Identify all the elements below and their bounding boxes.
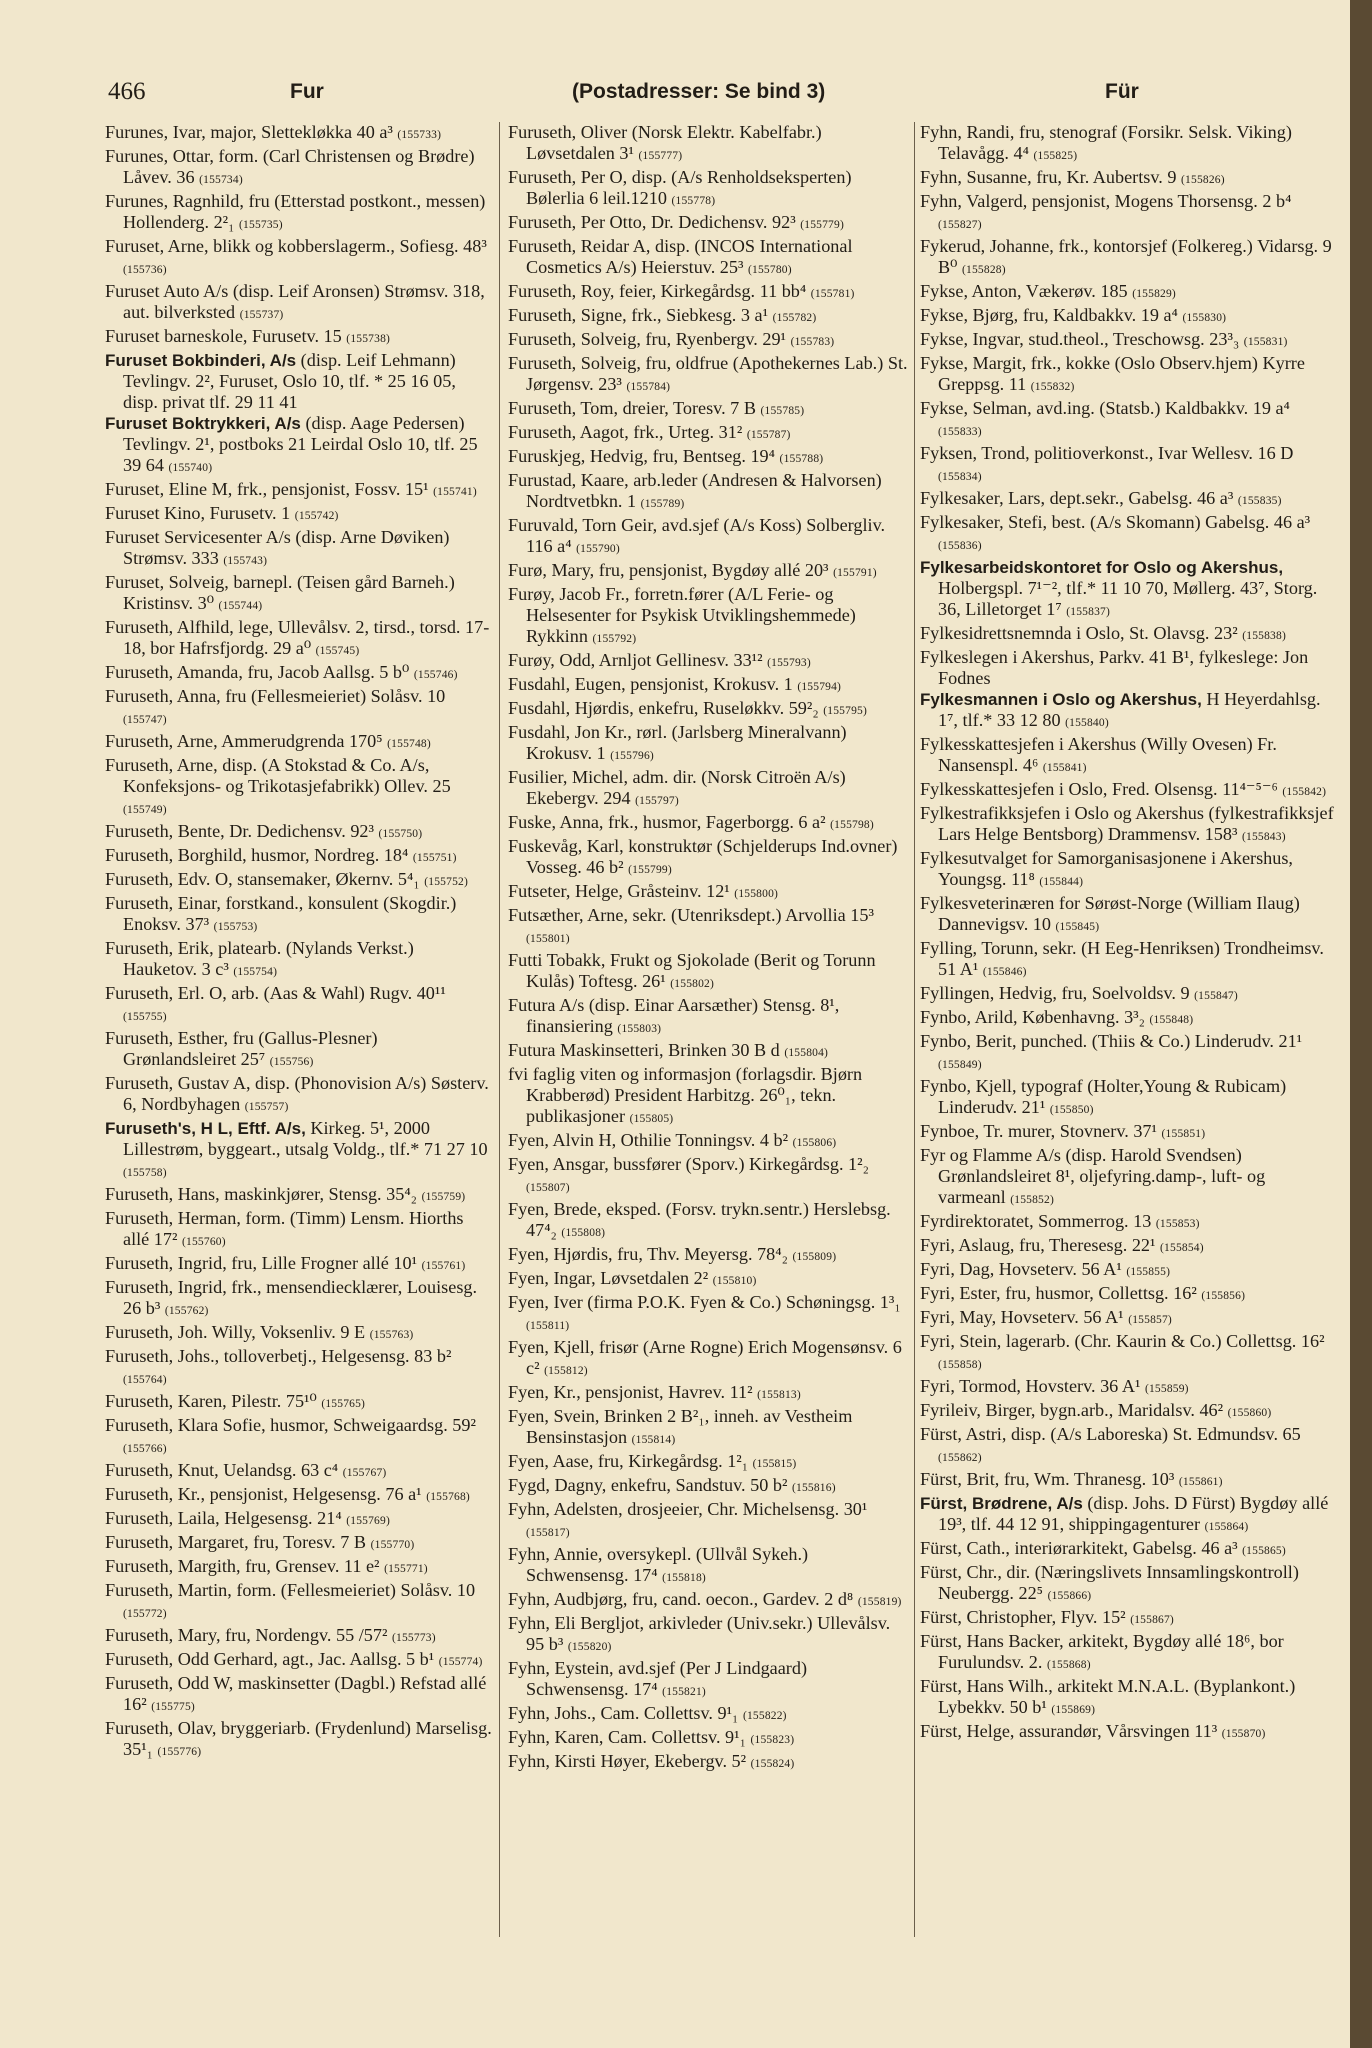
directory-entry: Furuseth, Amanda, fru, Jacob Aallsg. 5 b⁰ (155746) (105, 662, 458, 682)
directory-entry: Fyhn, Valgerd, pensjonist, Mogens Thorsensg. 2 b⁴ (155827) (920, 191, 1292, 231)
directory-entry: Furuseth, Ingrid, frk., mensendiecklærer, Louisesg. 26 b³ (155762) (105, 1277, 478, 1318)
directory-entry: Fykse, Margit, frk., kokke (Oslo Observ.hjem) Kyrre Greppsg. 11 (155832) (920, 353, 1305, 394)
page-edge-shadow (1350, 0, 1372, 2048)
directory-entry: Futti Tobakk, Frukt og Sjokolade (Berit og Torunn Kulås) Toftesg. 26¹ (155802) (508, 950, 876, 991)
directory-entry: Fyhn, Annie, oversykepl. (Ullvål Sykeh.) Schwensensg. 17⁴ (155818) (508, 1544, 809, 1585)
directory-entry: Fylkestrafikksjefen i Oslo og Akershus (fylkestrafikksjef Lars Helge Bentsborg) Drammensv. 158³ (155843) (920, 803, 1334, 844)
directory-entry: Furø, Mary, fru, pensjonist, Bygdøy allé 20³ (155791) (508, 560, 877, 580)
directory-entry: Fylkesaker, Lars, dept.sekr., Gabelsg. 46 a³ (155835) (920, 488, 1282, 508)
directory-entry: Fyhn, Susanne, fru, Kr. Aubertsv. 9 (155826) (920, 167, 1225, 187)
directory-entry: Furuset Servicesenter A/s (disp. Arne Døviken) Strømsv. 333 (155743) (105, 527, 450, 568)
directory-entry: Fylling, Torunn, sekr. (H Eeg-Henriksen) Trondheimsv. 51 A¹ (155846) (920, 938, 1324, 979)
directory-entry: Furuseth, Herman, form. (Timm) Lensm. Hiorths allé 17² (155760) (105, 1208, 464, 1249)
directory-entry: Furuseth, Tom, dreier, Toresv. 7 B (155785) (508, 398, 805, 418)
directory-entry: Furuseth, Signe, frk., Siebkesg. 3 a¹ (155782) (508, 305, 817, 325)
directory-entry: Fyen, Alvin H, Othilie Tonningsv. 4 b² (155806) (508, 1130, 837, 1150)
directory-entry: Furuseth, Martin, form. (Fellesmeieriet) Solåsv. 10 (155772) (105, 1580, 476, 1620)
directory-entry: Furunes, Ottar, form. (Carl Christensen og Brødre) Låvev. 36 (155734) (105, 146, 475, 187)
directory-entry: Fürst, Brit, fru, Wm. Thranesg. 10³ (155861) (920, 1469, 1223, 1489)
directory-entry: Furuseth, Johs., tolloverbetj., Helgesensg. 83 b² (155764) (105, 1346, 452, 1386)
directory-entry: Fynboe, Tr. murer, Stovnerv. 37¹ (155851) (920, 1121, 1206, 1141)
directory-entry: Furøy, Jacob Fr., forretn.fører (A/L Ferie- og Helsesenter for Psykisk Utviklingshemmede) Rykkinn (155792) (508, 584, 856, 646)
directory-entry: Fürst, Hans Wilh., arkitekt M.N.A.L. (Byplankont.) Lybekkv. 50 b¹ (155869) (920, 1676, 1296, 1717)
left-headword: Fur (290, 80, 324, 103)
directory-entry: Fyhn, Eli Bergljot, arkivleder (Univ.sekr.) Ullevålsv. 95 b³ (155820) (508, 1613, 891, 1654)
directory-entry: Fyen, Ansgar, bussfører (Sporv.) Kirkegårdsg. 1²₂ (155807) (508, 1154, 869, 1194)
directory-entry: Fyri, May, Hovseterv. 56 A¹ (155857) (920, 1307, 1172, 1327)
directory-entry: Furuseth, Joh. Willy, Voksenliv. 9 E (155763) (105, 1322, 414, 1342)
directory-entry: Futura Maskinsetteri, Brinken 30 B d (155804) (508, 1040, 829, 1060)
directory-entry: Fylkesidrettsnemnda i Oslo, St. Olavsg. 23² (155838) (920, 623, 1286, 643)
directory-column-3 (920, 122, 1335, 1745)
column-divider (914, 122, 915, 1937)
directory-column-1 (105, 122, 492, 1763)
directory-entry: Futura A/s (disp. Einar Aarsæther) Stensg. 8¹, finansiering (155803) (508, 995, 840, 1036)
directory-entry: Furuseth, Gustav A, disp. (Phonovision A/s) Søsterv. 6, Nordbyhagen (155757) (105, 1073, 489, 1114)
directory-entry: Furuset, Solveig, barnepl. (Teisen gård Barneh.) Kristinsv. 3⁰ (155744) (105, 572, 455, 613)
directory-entry: Fyhn, Karen, Cam. Collettsv. 9¹₁ (155823) (508, 1727, 795, 1747)
page-header (0, 78, 1372, 112)
directory-entry: Furøy, Odd, Arnljot Gellinesv. 33¹² (155793) (508, 650, 811, 670)
directory-entry: Furuseth, Reidar A, disp. (INCOS International Cosmetics A/s) Heierstuv. 25³ (155780) (508, 236, 853, 277)
directory-entry: Fynbo, Berit, punched. (Thiis & Co.) Linderudv. 21¹ (155849) (920, 1031, 1303, 1071)
directory-entry: Fyhn, Johs., Cam. Collettsv. 9¹₁ (155822) (508, 1703, 787, 1723)
directory-entry: Fylkesarbeidskontoret for Oslo og Akershus, Holbergspl. 7¹⁻², tlf.* 11 10 70, Møllerg. 43⁷, Storg. 36, Lilletorget 1⁷ (155837) (920, 558, 1318, 619)
directory-entry: Furuset Bokbinderi, A/s (disp. Leif Lehmann) Tevlingv. 2², Furuset, Oslo 10, tlf. * 25 16 05, disp. privat tlf. 29 11 41 (105, 350, 456, 412)
directory-entry: Furuseth, Arne, disp. (A Stokstad & Co. A/s, Konfeksjons- og Trikotasjefabrikk) Ollev. 25 (155749) (105, 755, 451, 816)
directory-entry: Furuset, Eline M, frk., pensjonist, Fossv. 15¹ (155741) (105, 479, 477, 499)
directory-entry: Fyen, Kr., pensjonist, Havrev. 11² (155813) (508, 1382, 801, 1402)
directory-entry: Furuset, Arne, blikk og kobberslagerm., Sofiesg. 48³ (155736) (105, 236, 487, 276)
directory-entry: Fylkesskattesjefen i Oslo, Fred. Olsensg. 11⁴⁻⁵⁻⁶ (155842) (920, 779, 1327, 799)
directory-entry: Fusdahl, Jon Kr., rørl. (Jarlsberg Mineralvann) Krokusv. 1 (155796) (508, 722, 847, 763)
directory-column-2 (508, 122, 910, 1775)
directory-entry: Furuseth, Oliver (Norsk Elektr. Kabelfabr.) Løvsetdalen 3¹ (155777) (508, 122, 822, 163)
directory-entry: Furuseth, Per Otto, Dr. Dedichensv. 92³ (155779) (508, 212, 844, 232)
directory-entry: Furuseth, Knut, Uelandsg. 63 c⁴ (155767) (105, 1460, 387, 1480)
directory-entry: Fylkesaker, Stefi, best. (A/s Skomann) Gabelsg. 46 a³ (155836) (920, 512, 1311, 552)
directory-entry: Furunes, Ivar, major, Slettekløkka 40 a³ (155733) (105, 122, 442, 142)
directory-entry: Fürst, Brødrene, A/s (disp. Johs. D Fürst) Bygdøy allé 19³, tlf. 44 12 91, shippingagenturer (155864) (920, 1493, 1329, 1534)
directory-entry: Furuset Boktrykkeri, A/s (disp. Aage Pedersen) Tevlingv. 2¹, postboks 21 Leirdal Oslo 10, tlf. 25 39 64 (155740) (105, 413, 478, 475)
directory-entry: Fyhn, Audbjørg, fru, cand. oecon., Gardev. 2 d⁸ (155819) (508, 1589, 902, 1609)
directory-entry: Furuseth, Margith, fru, Grensev. 11 e² (155771) (105, 1556, 428, 1576)
directory-entry: Fyrileiv, Birger, bygn.arb., Maridalsv. 46² (155860) (920, 1400, 1272, 1420)
directory-entry: Furuseth, Anna, fru (Fellesmeieriet) Solåsv. 10 (155747) (105, 686, 446, 726)
directory-entry: Furuseth, Roy, feier, Kirkegårdsg. 11 bb⁴ (155781) (508, 281, 855, 301)
directory-entry: Fusdahl, Eugen, pensjonist, Krokusv. 1 (155794) (508, 674, 842, 694)
directory-entry: Fynbo, Kjell, typograf (Holter,Young & Rubicam) Linderudv. 21¹ (155850) (920, 1076, 1287, 1117)
directory-entry: Furuseth, Solveig, fru, Ryenbergv. 29¹ (155783) (508, 329, 835, 349)
directory-entry: Fyen, Ingar, Løvsetdalen 2² (155810) (508, 1268, 757, 1288)
directory-entry: fvi faglig viten og informasjon (forlagsdir. Bjørn Krabberød) President Harbitzg. 26⁰₁, tekn. publikasjoner (155805) (508, 1064, 863, 1126)
directory-entry: Fyri, Aslaug, fru, Theresesg. 22¹ (155854) (920, 1235, 1204, 1255)
directory-entry: Furuseth, Ingrid, fru, Lille Frogner allé 10¹ (155761) (105, 1253, 466, 1273)
directory-entry: Fykerud, Johanne, frk., kontorsjef (Folkereg.) Vidarsg. 9 B⁰ (155828) (920, 236, 1332, 277)
directory-entry: Fürst, Christopher, Flyv. 15² (155867) (920, 1607, 1174, 1627)
directory-entry: Fürst, Cath., interiørarkitekt, Gabelsg. 46 a³ (155865) (920, 1538, 1286, 1558)
directory-entry: Fyksen, Trond, politioverkonst., Ivar Wellesv. 16 D (155834) (920, 443, 1294, 483)
directory-entry: Fyr og Flamme A/s (disp. Harold Svendsen) Grønlandsleiret 8¹, oljefyring.damp-, luft- og varmeanl (155852) (920, 1145, 1266, 1207)
directory-entry: Fyllingen, Hedvig, fru, Soelvoldsv. 9 (155847) (920, 983, 1238, 1003)
directory-entry: Furuseth's, H L, Eftf. A/s, Kirkeg. 5¹, 2000 Lillestrøm, byggeart., utsalg Voldg., tlf.* 71 27 10 (155758) (105, 1118, 488, 1179)
right-headword: Für (1105, 80, 1139, 103)
directory-entry: Fyhn, Randi, fru, stenograf (Forsikr. Selsk. Viking) Telavågg. 4⁴ (155825) (920, 122, 1292, 163)
directory-entry: Fyhn, Adelsten, drosjeeier, Chr. Michelsensg. 30¹ (155817) (508, 1499, 868, 1539)
directory-entry: Furuseth, Einar, forstkand., konsulent (Skogdir.) Enoksv. 37³ (155753) (105, 893, 457, 934)
directory-entry: Furuseth, Alfhild, lege, Ullevålsv. 2, tirsd., torsd. 17-18, bor Hafrsfjordg. 29 a⁰ (155745) (105, 617, 490, 658)
directory-entry: Fyen, Hjørdis, fru, Thv. Meyersg. 78⁴₂ (155809) (508, 1244, 837, 1264)
directory-entry: Fürst, Chr., dir. (Næringslivets Innsamlingskontroll) Neubergg. 22⁵ (155866) (920, 1562, 1299, 1603)
directory-entry: Furuseth, Odd W, maskinsetter (Dagbl.) Refstad allé 16² (155775) (105, 1673, 487, 1714)
directory-entry: Fürst, Astri, disp. (A/s Laboreska) St. Edmundsv. 65 (155862) (920, 1424, 1301, 1464)
directory-entry: Furuseth, Aagot, frk., Urteg. 31² (155787) (508, 422, 791, 442)
directory-entry: Fyri, Tormod, Hovsterv. 36 A¹ (155859) (920, 1376, 1189, 1396)
directory-entry: Furuseth, Per O, disp. (A/s Renholdseksperten) Bølerlia 6 leil.1210 (155778) (508, 167, 852, 208)
directory-entry: Furuseth, Mary, fru, Nordengv. 55 /57² (155773) (105, 1625, 436, 1645)
directory-entry: Fürst, Helge, assurandør, Vårsvingen 11³ (155870) (920, 1721, 1266, 1741)
directory-entry: Fykse, Ingvar, stud.theol., Treschowsg. 23³₃ (155831) (920, 329, 1288, 349)
directory-entry: Fyen, Iver (firma P.O.K. Fyen & Co.) Schøningsg. 1³₁ (155811) (508, 1292, 901, 1332)
directory-entry: Furuvald, Torn Geir, avd.sjef (A/s Koss) Solbergliv. 116 a⁴ (155790) (508, 515, 886, 556)
directory-entry: Fylkesutvalget for Samorganisasjonene i Akershus, Youngsg. 11⁸ (155844) (920, 848, 1293, 889)
directory-entry: Furuseth, Odd Gerhard, agt., Jac. Aallsg. 5 b¹ (155774) (105, 1649, 483, 1669)
directory-entry: Fynbo, Arild, Københavng. 3³₂ (155848) (920, 1007, 1194, 1027)
column-divider (499, 122, 500, 1937)
postal-address-note: (Postadresser: Se bind 3) (572, 80, 826, 103)
directory-entry: Fylkeslegen i Akershus, Parkv. 41 B¹, fylkeslege: Jon Fodnes (920, 647, 1309, 688)
directory-entry: Furuskjeg, Hedvig, fru, Bentseg. 19⁴ (155788) (508, 446, 824, 466)
directory-entry: Fyrdirektoratet, Sommerrog. 13 (155853) (920, 1211, 1200, 1231)
directory-entry: Fykse, Anton, Vækerøv. 185 (155829) (920, 281, 1176, 301)
directory-entry: Furuset Auto A/s (disp. Leif Aronsen) Strømsv. 318, aut. bilverksted (155737) (105, 281, 485, 322)
directory-entry: Fyri, Stein, lagerarb. (Chr. Kaurin & Co.) Collettsg. 16² (155858) (920, 1331, 1325, 1371)
page-number: 466 (108, 78, 146, 105)
directory-entry: Fyen, Svein, Brinken 2 B²₁, inneh. av Vestheim Bensinstasjon (155814) (508, 1406, 853, 1447)
directory-entry: Furuseth, Hans, maskinkjører, Stensg. 35⁴₂ (155759) (105, 1184, 466, 1204)
directory-entry: Fürst, Hans Backer, arkitekt, Bygdøy allé 18⁶, bor Furulundsv. 2. (155868) (920, 1631, 1284, 1672)
directory-entry: Fygd, Dagny, enkefru, Sandstuv. 50 b² (155816) (508, 1475, 836, 1495)
directory-entry: Furuseth, Edv. O, stansemaker, Økernv. 5⁴₁ (155752) (105, 869, 468, 889)
directory-entry: Fusilier, Michel, adm. dir. (Norsk Citroën A/s) Ekebergv. 294 (155797) (508, 767, 846, 808)
directory-entry: Furuseth, Erik, platearb. (Nylands Verkst.) Hauketov. 3 c³ (155754) (105, 938, 414, 979)
directory-entry: Fylkesskattesjefen i Akershus (Willy Ovesen) Fr. Nansenspl. 4⁶ (155841) (920, 734, 1277, 775)
directory-entry: Futseter, Helge, Gråsteinv. 12¹ (155800) (508, 881, 779, 901)
directory-entry: Fyhn, Kirsti Høyer, Ekebergv. 5² (155824) (508, 1751, 795, 1771)
directory-entry: Fyen, Brede, eksped. (Forsv. trykn.sentr.) Herslebsg. 47⁴₂ (155808) (508, 1199, 891, 1240)
directory-entry: Furuseth, Kr., pensjonist, Helgesensg. 76 a¹ (155768) (105, 1484, 470, 1504)
directory-entry: Furuset barneskole, Furusetv. 15 (155738) (105, 326, 391, 346)
directory-entry: Furuseth, Erl. O, arb. (Aas & Wahl) Rugv. 40¹¹ (155755) (105, 983, 446, 1023)
directory-entry: Futsæther, Arne, sekr. (Utenriksdept.) Arvollia 15³ (155801) (508, 905, 874, 945)
directory-entry: Fykse, Bjørg, fru, Kaldbakkv. 19 a⁴ (155830) (920, 305, 1227, 325)
directory-entry: Fyri, Dag, Hovseterv. 56 A¹ (155855) (920, 1259, 1171, 1279)
directory-entry: Fyhn, Eystein, avd.sjef (Per J Lindgaard) Schwensensg. 17⁴ (155821) (508, 1658, 808, 1699)
directory-entry: Fyen, Kjell, frisør (Arne Rogne) Erich Mogensønsv. 6 c² (155812) (508, 1337, 902, 1378)
directory-entry: Furuseth, Borghild, husmor, Nordreg. 18⁴ (155751) (105, 845, 457, 865)
directory-entry: Furuseth, Laila, Helgesensg. 21⁴ (155769) (105, 1508, 390, 1528)
directory-entry: Furuseth, Margaret, fru, Toresv. 7 B (155770) (105, 1532, 415, 1552)
directory-entry: Furuseth, Karen, Pilestr. 75¹⁰ (155765) (105, 1391, 366, 1411)
directory-entry: Fyen, Aase, fru, Kirkegårdsg. 1²₁ (155815) (508, 1451, 797, 1471)
directory-entry: Furuseth, Solveig, fru, oldfrue (Apothekernes Lab.) St. Jørgensv. 23³ (155784) (508, 353, 908, 394)
directory-entry: Fyri, Ester, fru, husmor, Collettsg. 16² (155856) (920, 1283, 1246, 1303)
directory-entry: Furuseth, Olav, bryggeriarb. (Frydenlund) Marselisg. 35¹₁ (155776) (105, 1718, 492, 1759)
directory-entry: Furuseth, Esther, fru (Gallus-Plesner) Grønlandsleiret 25⁷ (155756) (105, 1028, 378, 1069)
directory-entry: Fuske, Anna, frk., husmor, Fagerborgg. 6 a² (155798) (508, 812, 874, 832)
directory-entry: Furunes, Ragnhild, fru (Etterstad postkont., messen) Hollenderg. 2²₁ (155735) (105, 191, 486, 232)
directory-entry: Furustad, Kaare, arb.leder (Andresen & Halvorsen) Nordtvetbkn. 1 (155789) (508, 470, 882, 511)
directory-entry: Furuseth, Arne, Ammerudgrenda 170⁵ (155748) (105, 731, 431, 751)
directory-entry: Furuseth, Bente, Dr. Dedichensv. 92³ (155750) (105, 821, 423, 841)
directory-entry: Fylkesmannen i Oslo og Akershus, H Heyerdahlsg. 1⁷, tlf.* 33 12 80 (155840) (920, 689, 1321, 730)
directory-entry: Fusdahl, Hjørdis, enkefru, Ruseløkkv. 59²₂ (155795) (508, 698, 867, 718)
directory-entry: Furuset Kino, Furusetv. 1 (155742) (105, 503, 339, 523)
directory-entry: Furuseth, Klara Sofie, husmor, Schweigaardsg. 59² (155766) (105, 1415, 476, 1455)
directory-entry: Fylkesveterinæren for Sørøst-Norge (William Ilaug) Dannevigsv. 10 (155845) (920, 893, 1300, 934)
directory-entry: Fuskevåg, Karl, konstruktør (Schjelderups Ind.ovner) Vosseg. 46 b² (155799) (508, 836, 898, 877)
directory-entry: Fykse, Selman, avd.ing. (Statsb.) Kaldbakkv. 19 a⁴ (155833) (920, 398, 1290, 438)
